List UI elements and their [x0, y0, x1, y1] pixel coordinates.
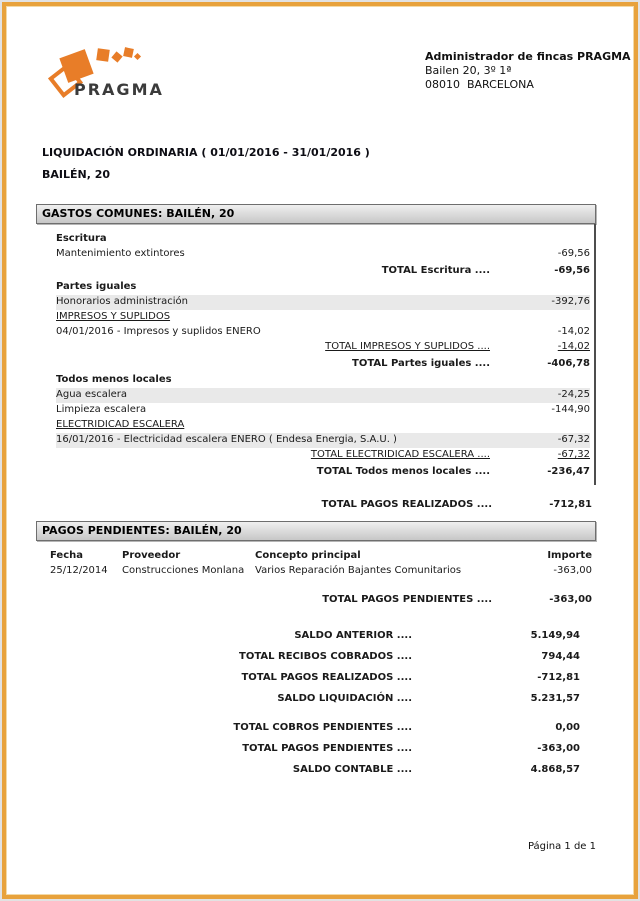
summary-label: SALDO ANTERIOR .... [294, 630, 412, 641]
section-header-gastos: GASTOS COMUNES: BAILÉN, 20 [36, 204, 596, 224]
group-label: Todos menos locales [56, 374, 172, 385]
subgroup-heading [56, 418, 590, 433]
sender-block [425, 50, 631, 92]
expense-row [56, 388, 590, 403]
grand-total-label: TOTAL PAGOS REALIZADOS .... [321, 499, 492, 510]
total-amount: -406,78 [547, 358, 590, 369]
table-row [50, 564, 592, 579]
group-total-row [36, 357, 590, 372]
sender-name: Administrador de fincas PRAGMA [425, 50, 631, 63]
section-header-pagos: PAGOS PENDIENTES: BAILÉN, 20 [36, 521, 596, 541]
total-label: TOTAL Escritura .... [381, 265, 490, 276]
group-total-row [36, 264, 590, 279]
expense-row [56, 295, 590, 310]
summary-amount: 0,00 [555, 722, 580, 733]
group-heading [56, 232, 590, 247]
subtotal-amount: -14,02 [557, 341, 590, 352]
logo-diamond-icon [134, 53, 141, 60]
total-label: TOTAL Todos menos locales .... [316, 466, 490, 477]
title-period: LIQUIDACIÓN ORDINARIA ( 01/01/2016 - 31/01/2016 ) [42, 146, 370, 159]
summary-label: TOTAL RECIBOS COBRADOS .... [239, 651, 412, 662]
total-amount: -69,56 [554, 265, 590, 276]
expense-amount: -14,02 [557, 326, 590, 337]
pending-payments-table [36, 541, 596, 579]
expense-label: 04/01/2016 - Impresos y suplidos ENERO [56, 326, 261, 337]
col-header-concepto: Concepto principal [255, 550, 361, 561]
sender-address: Bailen 20, 3º 1ª [425, 64, 512, 77]
expense-row [56, 403, 590, 418]
summary-amount: 5.231,57 [530, 693, 580, 704]
sender-city: 08010 BARCELONA [425, 78, 534, 91]
total-amount: -236,47 [547, 466, 590, 477]
document-title [42, 146, 370, 181]
expense-label: Agua escalera [56, 389, 127, 400]
expense-label: Mantenimiento extintores [56, 248, 185, 259]
col-header-importe: Importe [547, 550, 592, 561]
pragma-logo [50, 46, 200, 106]
summary-amount: 5.149,94 [530, 630, 580, 641]
total-amount: -363,00 [549, 594, 592, 605]
group-label: Escritura [56, 233, 107, 244]
summary-row [36, 763, 596, 784]
summary-block-2 [36, 721, 596, 784]
cell-importe: -363,00 [553, 565, 592, 576]
expense-amount: -67,32 [557, 434, 590, 445]
summary-row [36, 721, 596, 742]
group-total-row [36, 465, 590, 480]
summary-label: TOTAL PAGOS PENDIENTES .... [242, 743, 412, 754]
expense-label: Honorarios administración [56, 296, 188, 307]
subtotal-label: TOTAL ELECTRIDICAD ESCALERA .... [310, 449, 490, 460]
expense-row [56, 325, 590, 340]
col-header-fecha: Fecha [50, 550, 84, 561]
group-heading [56, 280, 590, 295]
summary-amount: -363,00 [537, 743, 580, 754]
summary-label: SALDO LIQUIDACIÓN .... [277, 693, 412, 704]
total-pagos-pendientes-row [36, 593, 592, 608]
summary-row [36, 671, 596, 692]
cell-proveedor: Construcciones Monlana [122, 565, 245, 576]
subgroup-total-row [36, 340, 590, 355]
total-label: TOTAL Partes iguales .... [352, 358, 490, 369]
summary-row [36, 692, 596, 713]
subgroup-heading [56, 310, 590, 325]
summary-block [36, 629, 596, 784]
logo-diamond-icon [111, 51, 122, 62]
expense-amount: -24,25 [557, 389, 590, 400]
summary-row [36, 629, 596, 650]
grand-total-amount: -712,81 [549, 499, 592, 510]
subgroup-total-row [36, 448, 590, 463]
summary-row [36, 742, 596, 763]
logo-square-icon [123, 47, 134, 58]
summary-amount: 4.868,57 [530, 764, 580, 775]
expense-label: 16/01/2016 - Electricidad escalera ENERO ( Endesa Energia, S.A.U. ) [56, 434, 397, 445]
group-heading [56, 373, 590, 388]
expense-amount: -392,76 [551, 296, 590, 307]
summary-label: TOTAL COBROS PENDIENTES .... [233, 722, 412, 733]
logo-brand-text: PRAGMA [74, 80, 164, 99]
subtotal-amount: -67,32 [557, 449, 590, 460]
subgroup-label: ELECTRIDICAD ESCALERA [56, 419, 185, 430]
summary-amount: -712,81 [537, 672, 580, 683]
report-body [36, 204, 596, 784]
expense-label: Limpieza escalera [56, 404, 147, 415]
expense-amount: -69,56 [557, 248, 590, 259]
cell-fecha: 25/12/2014 [50, 565, 108, 576]
logo-square-icon [96, 48, 110, 62]
group-label: Partes iguales [56, 281, 137, 292]
expense-row [56, 433, 590, 448]
col-header-proveedor: Proveedor [122, 550, 181, 561]
subtotal-label: TOTAL IMPRESOS Y SUPLIDOS .... [325, 341, 490, 352]
expense-row [56, 247, 590, 262]
title-property: BAILÉN, 20 [42, 168, 111, 181]
summary-row [36, 650, 596, 671]
table-header-row [50, 549, 592, 564]
subgroup-label: IMPRESOS Y SUPLIDOS [56, 311, 171, 322]
expense-amount: -144,90 [551, 404, 590, 415]
total-label: TOTAL PAGOS PENDIENTES .... [322, 594, 492, 605]
page-number: Página 1 de 1 [527, 841, 596, 852]
summary-label: SALDO CONTABLE .... [292, 764, 412, 775]
gastos-rows [36, 224, 596, 485]
cell-concepto: Varios Reparación Bajantes Comunitarios [255, 565, 462, 576]
summary-amount: 794,44 [541, 651, 580, 662]
summary-label: TOTAL PAGOS REALIZADOS .... [241, 672, 412, 683]
total-pagos-realizados-row [36, 498, 592, 513]
